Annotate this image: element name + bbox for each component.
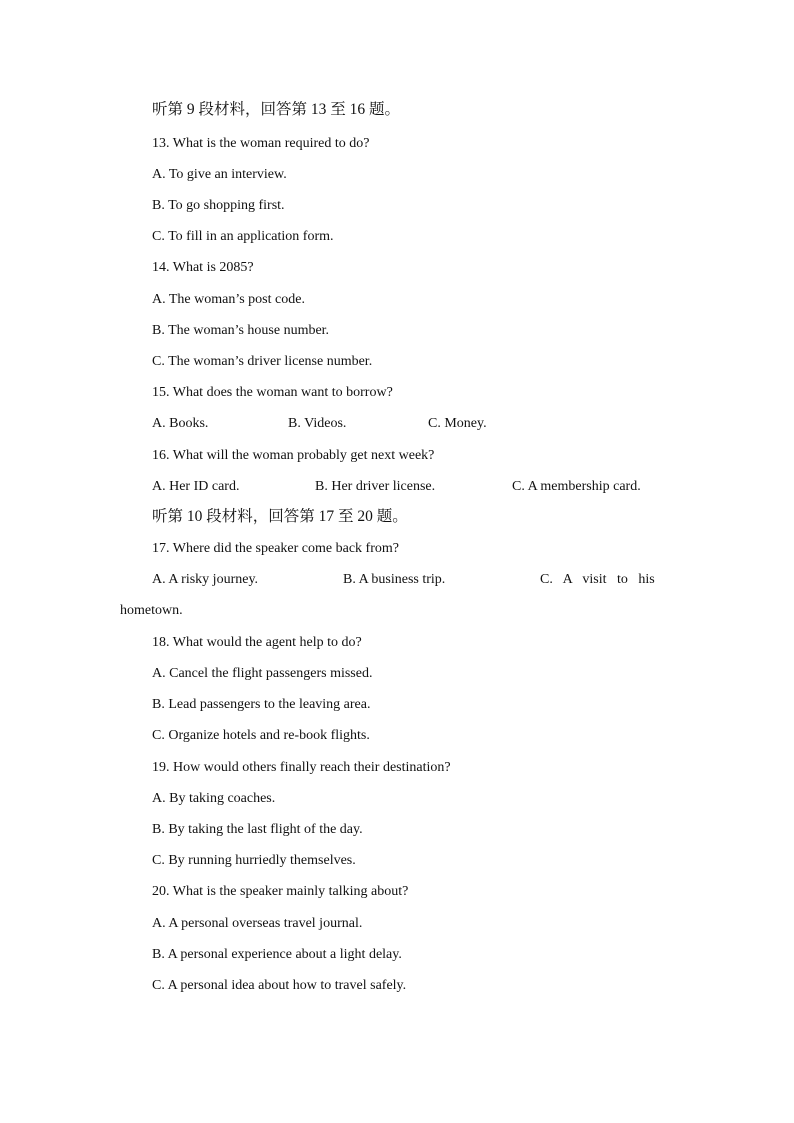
q17-option-a: A. A risky journey. xyxy=(152,572,259,587)
q20-option-a: A. A personal overseas travel journal. xyxy=(152,916,363,931)
q13-option-a: A. To give an interview. xyxy=(152,167,287,182)
q14-option-a: A. The woman’s post code. xyxy=(152,292,305,307)
q13-option-c: C. To fill in an application form. xyxy=(152,229,334,244)
q15-option-c: C. Money. xyxy=(428,416,487,431)
q19-option-b: B. By taking the last flight of the day. xyxy=(152,822,363,837)
q20-option-c: C. A personal idea about how to travel safely. xyxy=(152,978,407,993)
q18-option-a: A. Cancel the flight passengers missed. xyxy=(152,666,373,681)
q17-option-c: C. A visit to his xyxy=(540,572,655,587)
question-14: 14. What is 2085? xyxy=(152,260,254,275)
q20-option-b: B. A personal experience about a light delay. xyxy=(152,947,402,962)
q14-option-c: C. The woman’s driver license number. xyxy=(152,354,373,369)
question-17: 17. Where did the speaker come back from? xyxy=(152,541,399,556)
q16-option-b: B. Her driver license. xyxy=(315,479,436,494)
question-13: 13. What is the woman required to do? xyxy=(152,136,370,151)
question-16: 16. What will the woman probably get next week? xyxy=(152,448,435,463)
question-20: 20. What is the speaker mainly talking about? xyxy=(152,884,409,899)
q17-option-b: B. A business trip. xyxy=(343,572,446,587)
q13-option-b: B. To go shopping first. xyxy=(152,198,285,213)
question-18: 18. What would the agent help to do? xyxy=(152,635,362,650)
q18-option-b: B. Lead passengers to the leaving area. xyxy=(152,697,371,712)
question-19: 19. How would others finally reach their destination? xyxy=(152,760,451,775)
q15-option-b: B. Videos. xyxy=(288,416,347,431)
q16-option-c: C. A membership card. xyxy=(512,479,641,494)
q15-option-a: A. Books. xyxy=(152,416,209,431)
section-9-heading: 听第 9 段材料，回答第 13 至 16 题。 xyxy=(152,101,401,118)
q18-option-c: C. Organize hotels and re-book flights. xyxy=(152,728,370,743)
q19-option-a: A. By taking coaches. xyxy=(152,791,276,806)
section-10-heading: 听第 10 段材料，回答第 17 至 20 题。 xyxy=(152,508,408,525)
q14-option-b: B. The woman’s house number. xyxy=(152,323,330,338)
q19-option-c: C. By running hurriedly themselves. xyxy=(152,853,356,868)
question-15: 15. What does the woman want to borrow? xyxy=(152,385,393,400)
q17-option-c-continuation: hometown. xyxy=(120,603,183,618)
q16-option-a: A. Her ID card. xyxy=(152,479,240,494)
